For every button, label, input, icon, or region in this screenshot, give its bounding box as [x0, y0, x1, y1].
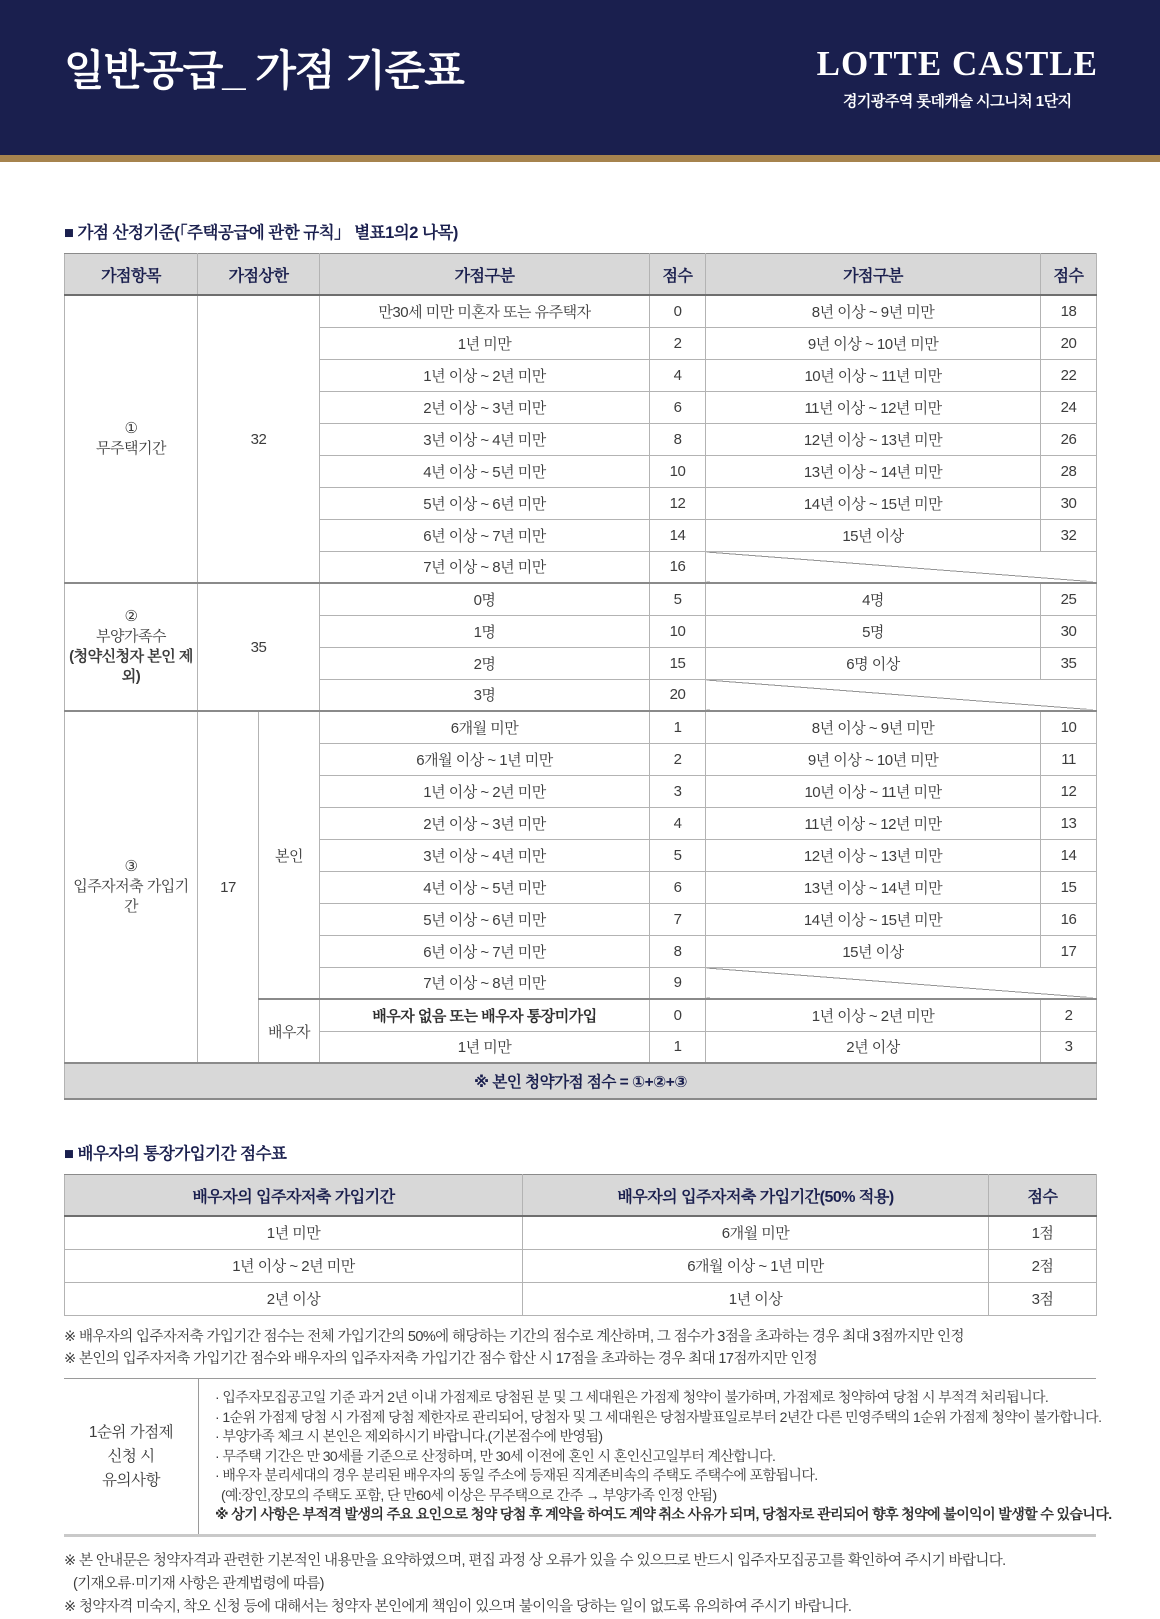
- score-cell: 30: [1041, 615, 1097, 647]
- criteria-cell: 6개월 이상 ~ 1년 미만: [523, 1249, 989, 1282]
- crossed-out-cell: [706, 551, 1097, 583]
- criteria-cell: 4년 이상 ~ 5년 미만: [320, 871, 650, 903]
- section-dependents: [65, 583, 1097, 711]
- criteria-cell: 15년 이상: [706, 935, 1041, 967]
- section-name: 입주자저축 가입기간: [73, 877, 189, 916]
- score-cell: 25: [1041, 583, 1097, 615]
- criteria-cell: 1년 이상: [523, 1282, 989, 1315]
- gold-divider: [0, 155, 1160, 162]
- score-cell: 1: [650, 711, 706, 743]
- score-cell: 17: [1041, 935, 1097, 967]
- col-header-score: 점수: [650, 254, 706, 296]
- col-header-score: 점수: [989, 1175, 1097, 1217]
- criteria-cell: 5년 이상 ~ 6년 미만: [320, 487, 650, 519]
- col-header-spouse-period-50: 배우자의 입주자저축 가입기간(50% 적용): [523, 1175, 989, 1217]
- criteria-cell: 7년 이상 ~ 8년 미만: [320, 551, 650, 583]
- score-cell: 10: [650, 455, 706, 487]
- section-savings-period: [65, 711, 1097, 1063]
- criteria-cell: 11년 이상 ~ 12년 미만: [706, 391, 1041, 423]
- criteria-cell: 10년 이상 ~ 11년 미만: [706, 359, 1041, 391]
- score-cell: 14: [1041, 839, 1097, 871]
- score-cell: 3점: [989, 1282, 1097, 1315]
- section-label: [65, 711, 198, 1063]
- criteria-cell: 11년 이상 ~ 12년 미만: [706, 807, 1041, 839]
- criteria-cell: 6개월 미만: [320, 711, 650, 743]
- col-header-spouse-period: 배우자의 입주자저축 가입기간: [65, 1175, 523, 1217]
- score-cell: 10: [1041, 711, 1097, 743]
- criteria-cell: 1년 이상 ~ 2년 미만: [320, 775, 650, 807]
- section-name: 부양가족수: [96, 627, 166, 645]
- score-cell: 35: [1041, 647, 1097, 679]
- criteria-cell: 3년 이상 ~ 4년 미만: [320, 423, 650, 455]
- crossed-out-cell: [706, 967, 1097, 999]
- col-header-class: 가점구분: [706, 254, 1041, 296]
- col-header-item: 가점항목: [65, 254, 198, 296]
- score-cell: 18: [1041, 295, 1097, 327]
- criteria-cell: 12년 이상 ~ 13년 미만: [706, 839, 1041, 871]
- criteria-cell: 7년 이상 ~ 8년 미만: [320, 967, 650, 999]
- criteria-cell: 15년 이상: [706, 519, 1041, 551]
- score-cell: 9: [650, 967, 706, 999]
- spouse-account-table: [64, 1174, 1097, 1316]
- criteria-cell: 9년 이상 ~ 10년 미만: [706, 327, 1041, 359]
- score-cell: 6: [650, 391, 706, 423]
- score-cell: 28: [1041, 455, 1097, 487]
- caution-label: [64, 1379, 199, 1533]
- criteria-cell: 5명: [706, 615, 1041, 647]
- table-row: [65, 1216, 1097, 1249]
- section-number: ②: [124, 607, 138, 625]
- score-cell: 0: [650, 999, 706, 1031]
- cap-cell: 17: [198, 711, 259, 1063]
- sub-label-spouse: 배우자: [259, 999, 320, 1063]
- criteria-cell: 1년 이상 ~ 2년 미만: [706, 999, 1041, 1031]
- caution-bullet: · 배우자 분리세대의 경우 분리된 배우자의 동일 주소에 등재된 직계존비속의 주택도 주택수에 포함됩니다.: [215, 1467, 818, 1484]
- header-row: [65, 254, 1097, 296]
- criteria-cell: 6개월 이상 ~ 1년 미만: [320, 743, 650, 775]
- score-cell: 1점: [989, 1216, 1097, 1249]
- score-cell: 14: [650, 519, 706, 551]
- col-header-class: 가점구분: [320, 254, 650, 296]
- sub-label-self: 본인: [259, 711, 320, 999]
- criteria-cell: 12년 이상 ~ 13년 미만: [706, 423, 1041, 455]
- score-cell: 13: [1041, 807, 1097, 839]
- criteria-cell: 14년 이상 ~ 15년 미만: [706, 903, 1041, 935]
- criteria-cell: 2년 이상: [706, 1031, 1041, 1063]
- criteria-cell: 1년 미만: [320, 1031, 650, 1063]
- criteria-cell: 2년 이상 ~ 3년 미만: [320, 391, 650, 423]
- score-cell: 26: [1041, 423, 1097, 455]
- score-criteria-title: ■ 가점 산정기준(「주택공급에 관한 규칙」 별표1의2 나목): [64, 224, 458, 242]
- score-cell: 3: [650, 775, 706, 807]
- score-cell: 10: [650, 615, 706, 647]
- caution-bold-note: ※ 상기 사항은 부적격 발생의 주요 요인으로 청약 당첨 후 계약을 하여도 계약 취소 사유가 되며, 당첨자로 관리되어 향후 청약에 불이익이 발생할 수 있습니다.: [215, 1506, 1112, 1523]
- score-cell: 7: [650, 903, 706, 935]
- score-cell: 16: [1041, 903, 1097, 935]
- criteria-cell: 1년 이상 ~ 2년 미만: [65, 1249, 523, 1282]
- brand-block: [817, 46, 1098, 111]
- score-cell: 12: [650, 487, 706, 519]
- score-cell: 11: [1041, 743, 1097, 775]
- score-cell: 2: [650, 743, 706, 775]
- criteria-cell: 2명: [320, 647, 650, 679]
- caution-box: [64, 1378, 1112, 1536]
- crossed-out-cell: [706, 679, 1097, 711]
- criteria-cell: 6개월 미만: [523, 1216, 989, 1249]
- note-line: ※ 본인의 입주자저축 가입기간 점수와 배우자의 입주자저축 가입기간 점수 합산 시 17점을 초과하는 경우 최대 17점까지만 인정: [64, 1350, 818, 1367]
- lotte-castle-logo: LOTTE CASTLE: [816, 44, 1098, 83]
- score-cell: 20: [1041, 327, 1097, 359]
- criteria-cell: 3명: [320, 679, 650, 711]
- criteria-cell: 4명: [706, 583, 1041, 615]
- caution-bullet: · 무주택 기간은 만 30세를 기준으로 산정하며, 만 30세 이전에 혼인 시 혼인신고일부터 계산합니다.: [215, 1447, 776, 1464]
- criteria-cell: 1년 미만: [65, 1216, 523, 1249]
- criteria-cell: 1명: [320, 615, 650, 647]
- caution-bullet: · 1순위 가점제 당첨 시 가점제 당첨 제한자로 관리되어, 당첨자 및 그 세대원은 당첨자발표일로부터 2년간 다른 민영주택의 1순위 가점제 청약이 불가합니다.: [215, 1408, 1102, 1425]
- criteria-cell: 배우자 없음 또는 배우자 통장미가입: [320, 999, 650, 1031]
- score-criteria-table: [64, 253, 1097, 1100]
- criteria-cell: 13년 이상 ~ 14년 미만: [706, 455, 1041, 487]
- score-cell: 24: [1041, 391, 1097, 423]
- caution-bullet: · 부양가족 체크 시 본인은 제외하시기 바랍니다.(기본점수에 반영됨): [215, 1428, 603, 1445]
- section-name: 무주택기간: [96, 440, 166, 457]
- page-title: 일반공급_ 가점 기준표: [64, 47, 464, 94]
- score-cell: 2점: [989, 1249, 1097, 1282]
- header-row: [65, 1175, 1097, 1217]
- footnote-line: ※ 청약자격 미숙지, 착오 신청 등에 대해서는 청약자 본인에게 책임이 있으며 불이익을 당하는 일이 없도록 유의하여 주시기 바랍니다.: [64, 1598, 852, 1615]
- score-cell: 15: [1041, 871, 1097, 903]
- score-cell: 2: [1041, 999, 1097, 1031]
- col-header-score: 점수: [1041, 254, 1097, 296]
- score-cell: 20: [650, 679, 706, 711]
- criteria-cell: 2년 이상 ~ 3년 미만: [320, 807, 650, 839]
- score-cell: 30: [1041, 487, 1097, 519]
- footnote-line: (기재오류·미기재 사항은 관계법령에 따름): [73, 1575, 324, 1592]
- score-cell: 16: [650, 551, 706, 583]
- criteria-cell: 1년 미만: [320, 327, 650, 359]
- footnote-line: ※ 본 안내문은 청약자격과 관련한 기본적인 내용만을 요약하였으며, 편집 과정 상 오류가 있을 수 있으므로 반드시 입주자모집공고를 확인하여 주시기 바랍니다.: [64, 1552, 1006, 1569]
- caution-label-line: 신청 시: [107, 1447, 155, 1465]
- table-row: [65, 295, 1097, 327]
- brand-subtitle: 경기광주역 롯데캐슬 시그니처 1단지: [842, 93, 1072, 110]
- caution-sub-note: (예:장인,장모의 주택도 포함, 단 만60세 이상은 무주택으로 간주 → 부양가족 인정 안됨): [221, 1486, 717, 1503]
- score-cell: 2: [650, 327, 706, 359]
- criteria-cell: 3년 이상 ~ 4년 미만: [320, 839, 650, 871]
- score-cell: 15: [650, 647, 706, 679]
- spouse-table-notes: [64, 1326, 1096, 1371]
- table-row: [65, 1249, 1097, 1282]
- criteria-cell: 6명 이상: [706, 647, 1041, 679]
- score-cell: 6: [650, 871, 706, 903]
- criteria-cell: 9년 이상 ~ 10년 미만: [706, 743, 1041, 775]
- total-formula: ※ 본인 청약가점 점수 = ①+②+③: [65, 1063, 1097, 1099]
- criteria-cell: 8년 이상 ~ 9년 미만: [706, 295, 1041, 327]
- section-label: [65, 583, 198, 711]
- caution-label-line: 1순위 가점제: [88, 1423, 174, 1441]
- section-name-note: (청약신청자 본인 제외): [69, 648, 193, 686]
- page-body: [0, 219, 1160, 1619]
- score-cell: 3: [1041, 1031, 1097, 1063]
- table-row: [65, 583, 1097, 615]
- criteria-cell: 10년 이상 ~ 11년 미만: [706, 775, 1041, 807]
- criteria-cell: 13년 이상 ~ 14년 미만: [706, 871, 1041, 903]
- col-header-cap: 가점상한: [198, 254, 320, 296]
- score-cell: 32: [1041, 519, 1097, 551]
- formula-row: [65, 1063, 1097, 1099]
- score-cell: 8: [650, 423, 706, 455]
- note-line: ※ 배우자의 입주자저축 가입기간 점수는 전체 가입기간의 50%에 해당하는 기간의 점수로 계산하며, 그 점수가 3점을 초과하는 경우 최대 3점까지만 인정: [64, 1328, 964, 1345]
- score-cell: 8: [650, 935, 706, 967]
- section-number: ③: [124, 857, 138, 875]
- section-homeless-period: [65, 295, 1097, 583]
- caution-label-line: 유의사항: [102, 1471, 160, 1489]
- score-cell: 12: [1041, 775, 1097, 807]
- criteria-cell: 4년 이상 ~ 5년 미만: [320, 455, 650, 487]
- score-cell: 1: [650, 1031, 706, 1063]
- section-label: [65, 295, 198, 583]
- criteria-cell: 1년 이상 ~ 2년 미만: [320, 359, 650, 391]
- caution-bullet: · 입주자모집공고일 기준 과거 2년 이내 가점제로 당첨된 분 및 그 세대원은 가점제 청약이 불가하며, 가점제로 청약하여 당첨 시 부적격 처리됩니다.: [215, 1389, 1049, 1406]
- criteria-cell: 만30세 미만 미혼자 또는 유주택자: [320, 295, 650, 327]
- section-number: ①: [124, 419, 138, 437]
- score-cell: 5: [650, 839, 706, 871]
- cap-cell: 35: [198, 583, 320, 711]
- score-cell: 0: [650, 295, 706, 327]
- table-row: [65, 711, 1097, 743]
- page-header: [0, 0, 1160, 155]
- criteria-cell: 6년 이상 ~ 7년 미만: [320, 519, 650, 551]
- caution-body: [199, 1379, 1112, 1533]
- score-cell: 22: [1041, 359, 1097, 391]
- spouse-table-title: ■ 배우자의 통장가입기간 점수표: [64, 1145, 287, 1163]
- score-cell: 5: [650, 583, 706, 615]
- score-cell: 4: [650, 359, 706, 391]
- table-row: [65, 1282, 1097, 1315]
- footnotes: [64, 1550, 1096, 1619]
- criteria-cell: 0명: [320, 583, 650, 615]
- score-cell: 4: [650, 807, 706, 839]
- criteria-cell: 6년 이상 ~ 7년 미만: [320, 935, 650, 967]
- criteria-cell: 14년 이상 ~ 15년 미만: [706, 487, 1041, 519]
- criteria-cell: 8년 이상 ~ 9년 미만: [706, 711, 1041, 743]
- cap-cell: 32: [198, 295, 320, 583]
- criteria-cell: 2년 이상: [65, 1282, 523, 1315]
- criteria-cell: 5년 이상 ~ 6년 미만: [320, 903, 650, 935]
